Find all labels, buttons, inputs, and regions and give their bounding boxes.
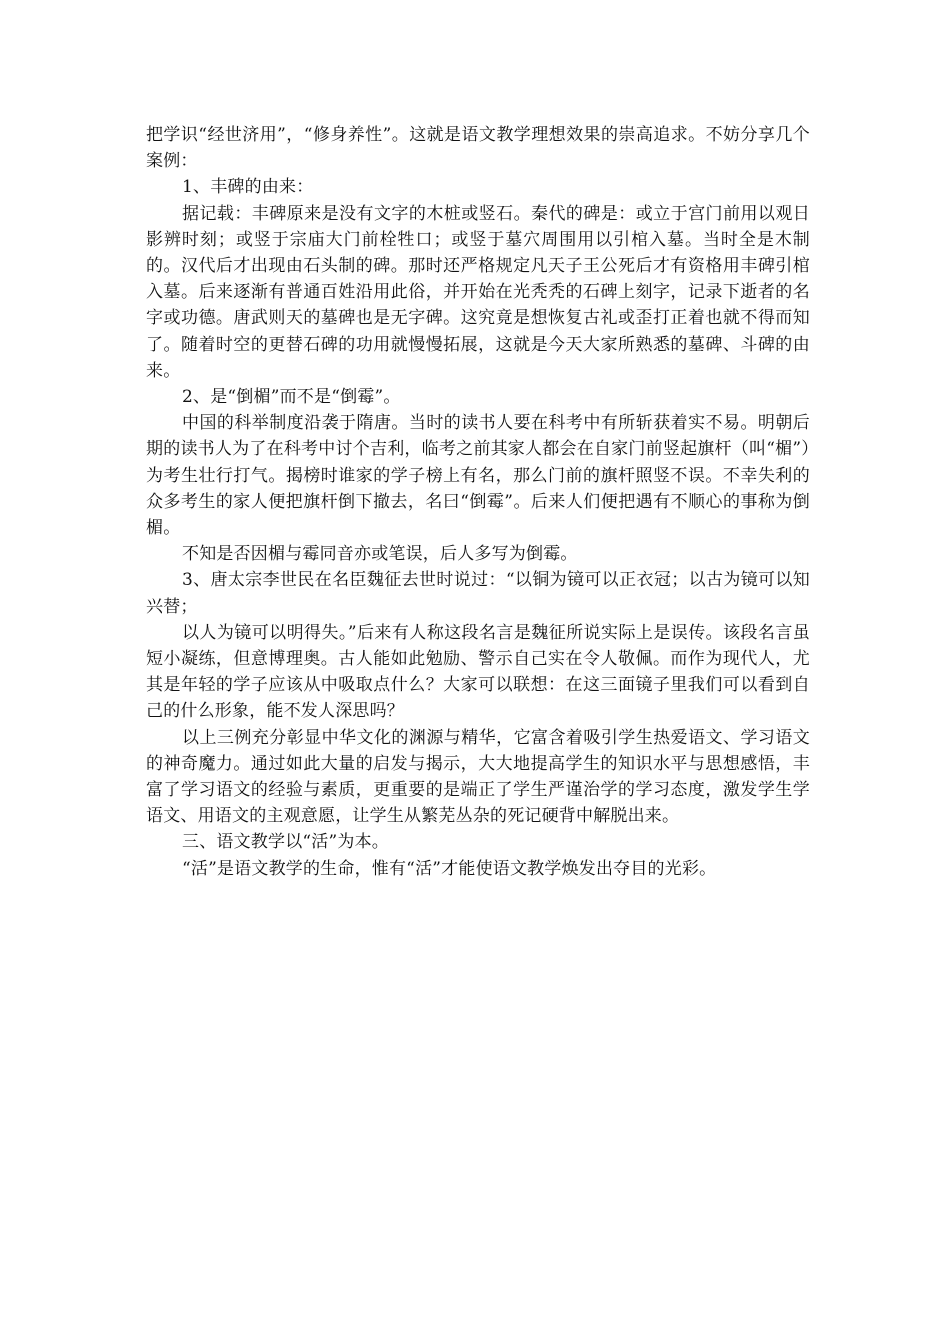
heading-case-1: 1、丰碑的由来： [182,177,314,198]
paragraph-intro: 把学识“经世济用”，“修身养性”。这就是语文教学理想效果的崇高追求。不妨分享几个案例： [146,125,810,172]
heading-case-3: 3、唐太宗李世民在名臣魏征去世时说过：“以铜为镜可以正衣冠；以古为镜可以知兴替； [146,570,810,617]
paragraph-case-3: 以人为镜可以明得失。”后来有人称这段名言是魏征所说实际上是误传。该段名言虽短小凝练，但意博理奥。古人能如此勉励、警示自己实在令人敬佩。而作为现代人，尤其是年轻的学子应该从中吸取点什么？大家可以联想：在这三面镜子里我们可以看到自己的什么形象，能不发人深思吗？ [146,622,810,722]
paragraph-summary: 以上三例充分彰显中华文化的渊源与精华，它富含着吸引学生热爱语文、学习语文的神奇魔力。通过如此大量的启发与揭示，大大地提高学生的知识水平与思想感悟，丰富了学习语文的经验与素质，更重要的是端正了学生严谨治学的学习态度，激发学生学语文、用语文的主观意愿，让学生从繁芜丛杂的死记硬背中解脱出来。 [146,727,810,827]
paragraph-case-2: 中国的科举制度沿袭于隋唐。当时的读书人要在科考中有所斩获着实不易。明朝后期的读书人为了在科考中讨个吉利，临考之前其家人都会在自家门前竖起旗杆（叫“楣”）为考生壮行打气。揭榜时谁家的学子榜上有名，那么门前的旗杆照竖不误。不幸失利的众多考生的家人便把旗杆倒下撤去，名曰“倒霉”。后来人们便把遇有不顺心的事称为倒楣。 [146,413,810,539]
paragraph-case-2-note: 不知是否因楣与霉同音亦或笔误，后人多写为倒霉。 [182,544,578,565]
paragraph-case-1: 据记载：丰碑原来是没有文字的木桩或竖石。秦代的碑是：或立于宫门前用以观日影辨时刻；或竖于宗庙大门前栓牲口；或竖于墓穴周围用以引棺入墓。当时全是木制的。汉代后才出现由石头制的碑。那时还严格规定凡天子王公死后才有资格用丰碑引棺入墓。后来逐渐有普通百姓沿用此俗，并开始在光秃秃的石碑上刻字，记录下逝者的名字或功德。唐武则天的墓碑也是无字碑。这究竟是想恢复古礼或歪打正着也就不得而知了。随着时空的更替石碑的功用就慢慢拓展，这就是今天大家所熟悉的墓碑、斗碑的由来。 [146,203,810,381]
paragraph-section-3: “活”是语文教学的生命，惟有“活”才能使语文教学焕发出夺目的光彩。 [182,858,717,879]
section-heading-3: 三、语文教学以“活”为本。 [182,832,389,853]
document-body [146,122,810,882]
heading-case-2: 2、是“倒楣”而不是“倒霉”。 [182,387,401,408]
